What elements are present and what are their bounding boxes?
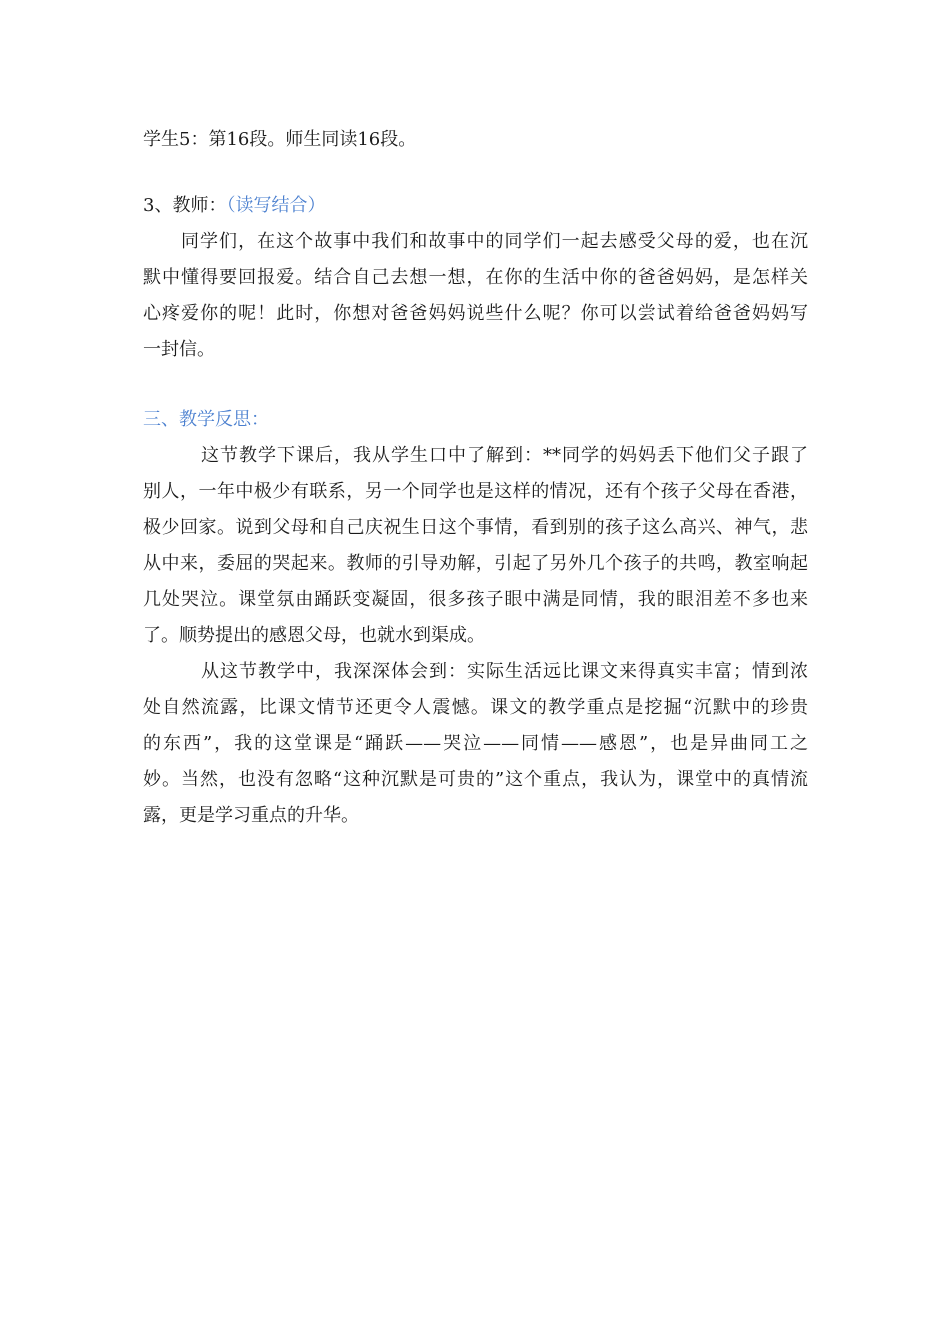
section-3-tag: （读写结合） [226,195,326,216]
paragraph-line: 妙。当然，也没有忽略“这种沉默是可贵的”这个重点，我认为，课堂中的真情流 [143,769,808,790]
paragraph-line: 这节教学下课后，我从学生口中了解到：**同学的妈妈丢下他们父子跟了 [201,445,808,466]
paragraph-line: 从这节教学中，我深深体会到：实际生活远比课文来得真实丰富；情到浓 [201,661,808,682]
paragraph-line: 露，更是学习重点的升华。 [143,805,359,826]
section-3 [143,188,808,368]
paragraph-line: 默中懂得要回报爱。结合自己去想一想，在你的生活中你的爸爸妈妈，是怎样关 [143,267,808,288]
student-line [143,122,808,158]
paragraph-line: 几处哭泣。课堂氛由踊跃变凝固，很多孩子眼中满是同情，我的眼泪差不多也来 [143,589,808,610]
paragraph-line: 心疼爱你的呢！此时，你想对爸爸妈妈说些什么呢？你可以尝试着给爸爸妈妈写 [143,303,808,324]
section-3-label: 3、教师： [143,195,227,216]
reflection-paragraph-1-first [143,438,808,474]
paragraph-line: 同学们，在这个故事中我们和故事中的同学们一起去感受父母的爱，也在沉 [181,231,808,252]
reflection-section [143,402,808,834]
paragraph-line: 了。顺势提出的感恩父母，也就水到渠成。 [143,625,485,646]
paragraph-line: 处自然流露，比课文情节还更令人震憾。课文的教学重点是挖掘“沉默中的珍贵 [143,697,808,718]
student-5-text: 学生5：第16段。师生同读16段。 [143,129,417,150]
paragraph-line: 的东西”，我的这堂课是“踊跃——哭泣——同情——感恩”，也是异曲同工之 [143,733,808,754]
paragraph-line: 别人，一年中极少有联系，另一个同学也是这样的情况，还有个孩子父母在香港， [143,481,808,502]
section-3-heading [143,188,808,224]
reflection-heading: 三、教学反思： [143,409,269,430]
paragraph-line: 一封信。 [143,339,215,360]
paragraph-line: 从中来，委屈的哭起来。教师的引导劝解，引起了另外几个孩子的共鸣，教室响起 [143,553,808,574]
paragraph-line: 极少回家。说到父母和自己庆祝生日这个事情，看到别的孩子这么高兴、神气，悲 [143,517,808,538]
section-3-paragraph [143,224,808,260]
reflection-paragraph-2-first [143,654,808,690]
